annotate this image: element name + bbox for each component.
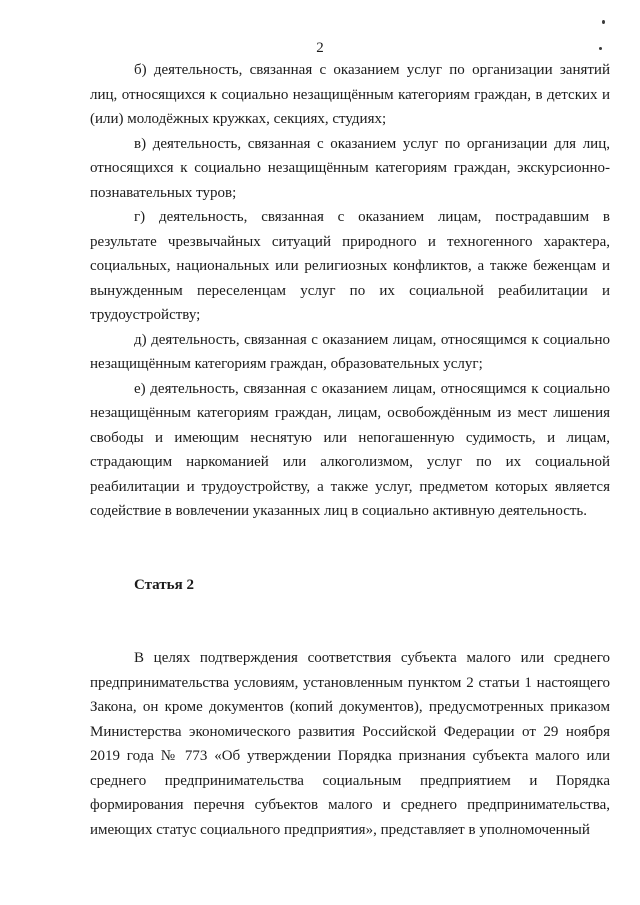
page-number: 2 [316,40,324,56]
scan-speck [599,47,602,50]
list-item-e: е) деятельность, связанная с оказанием лицам, относящимся к социально незащищённым категориям граждан, лицам, освобождённым из мест лишения свободы и имеющим неснятую или непогашенную судимость, и лицам, страдающим наркоманией или алкоголизмом, услуг по их социальной реабилитации и трудоустройству, а также услуг, предметом которых является содействие в вовлечении указанных лиц в социально активную деятельность. [90,380,610,519]
article-paragraph: В целях подтверждения соответствия субъекта малого или среднего предпринимательства условиям, установленным пунктом 2 статьи 1 настоящего Закона, он кроме документов (копий документов), предусмотренных приказом Министерства экономического развития Российской Федерации от 29 ноября 2019 года № 773 «Об утверждении Порядка признания субъекта малого или среднего предпринимательства социальным предприятием и Порядка формирования перечня субъектов малого и среднего предпринимательства, имеющих статус социального предприятия», представляет в уполномоченный [90,650,610,838]
document-body [90,58,610,842]
list-item-d: д) деятельность, связанная с оказанием лицам, относящимся к социально незащищённым категориям граждан, образовательных услуг; [90,331,610,372]
list-item-v: в) деятельность, связанная с оказанием услуг по организации для лиц, относящихся к социально незащищённым категориям граждан, экскурсионно-познавательных туров; [90,135,610,201]
article-heading: Статья 2 [134,576,194,593]
list-item-g: г) деятельность, связанная с оказанием лицам, пострадавшим в результате чрезвычайных ситуаций природного и техногенного характера, социальных, национальных или религиозных конфликтов, а также беженцам и вынужденным переселенцам услуг по их социальной реабилитации и трудоустройству; [90,209,610,323]
list-item-b: б) деятельность, связанная с оказанием услуг по организации занятий лиц, относящихся к социально незащищённым категориям граждан, в детских и (или) молодёжных кружках, секциях, студиях; [90,62,610,127]
scan-speck [602,20,605,24]
